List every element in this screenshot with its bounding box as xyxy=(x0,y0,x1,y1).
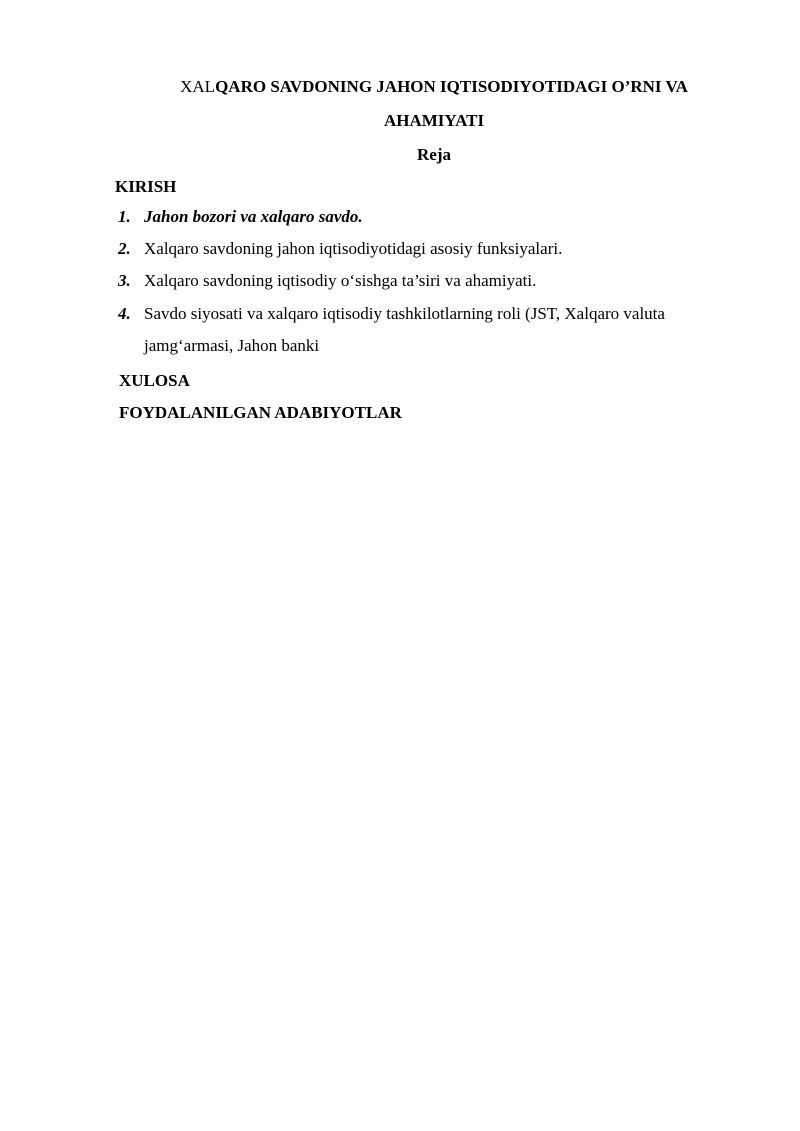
plan-item-number: 1. xyxy=(118,207,131,226)
references-heading: FOYDALANILGAN ADABIYOTLAR xyxy=(119,403,402,422)
conclusion-heading: XULOSA xyxy=(119,371,190,390)
plan-item-number: 2. xyxy=(118,239,131,258)
title-rest: QARO SAVDONING JAHON IQTISODIYOTIDAGI O’RNI VA xyxy=(215,77,688,96)
plan-heading: Reja xyxy=(417,145,451,164)
plan-item-number: 3. xyxy=(118,271,131,290)
document-title-line-1 xyxy=(0,76,800,98)
intro-heading: KIRISH xyxy=(115,177,177,196)
plan-item-text: Savdo siyosati va xalqaro iqtisodiy tashkilotlarning roli (JST, Xalqaro valuta jamg‘armasi, Jahon banki xyxy=(144,304,665,355)
plan-item-text: Xalqaro savdoning iqtisodiy o‘sishga ta’siri va ahamiyati. xyxy=(144,271,537,290)
plan-item xyxy=(118,265,738,297)
title-prefix: XAL xyxy=(180,77,216,96)
plan-item xyxy=(118,201,738,233)
document-title-line-2: AHAMIYATI xyxy=(383,111,485,130)
plan-item-number: 4. xyxy=(118,304,131,323)
plan-item xyxy=(118,298,738,362)
plan-item xyxy=(118,233,738,265)
plan-item-text: Jahon bozori va xalqaro savdo. xyxy=(144,207,363,226)
plan-item-text: Xalqaro savdoning jahon iqtisodiyotidagi asosiy funksiyalari. xyxy=(144,239,563,258)
